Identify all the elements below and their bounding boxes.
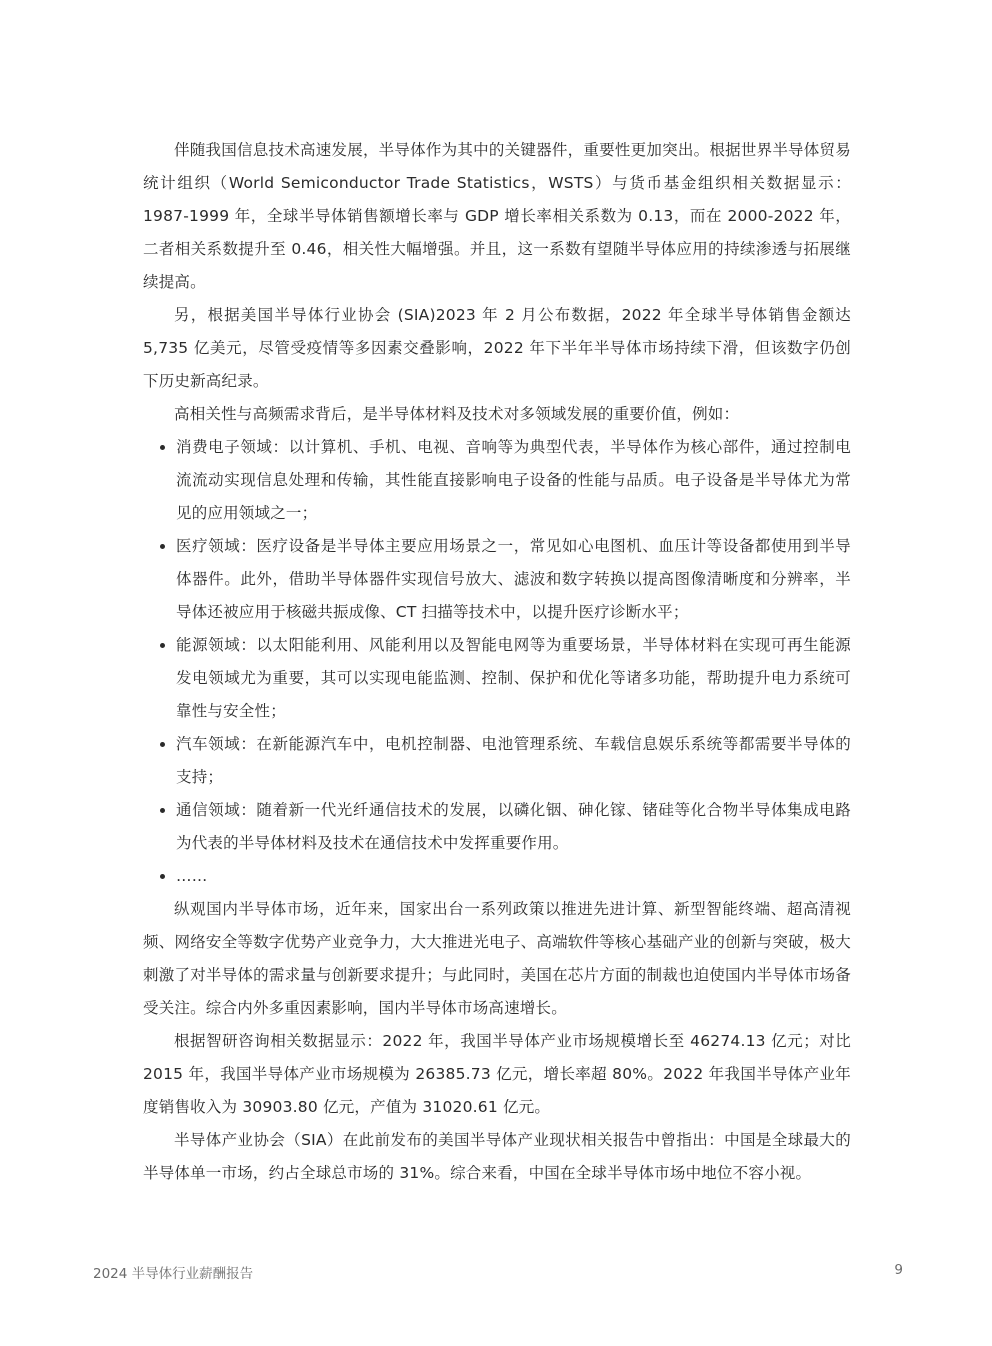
- application-fields-list: [143, 431, 851, 893]
- bullet-icon: [160, 742, 165, 747]
- list-item: [143, 629, 851, 728]
- bullet-icon: [160, 544, 165, 549]
- list-item: [143, 794, 851, 860]
- bullet-icon: [160, 643, 165, 648]
- list-item-text: 能源领域：以太阳能利用、风能利用以及智能电网等为重要场景，半导体材料在实现可再生能源发电领域尤为重要，其可以实现电能监测、控制、保护和优化等诸多功能，帮助提升电力系统可靠性与安全性；: [176, 636, 851, 720]
- list-item-text: 通信领域：随着新一代光纤通信技术的发展，以磷化铟、砷化镓、锗硅等化合物半导体集成电路为代表的半导体材料及技术在通信技术中发挥重要作用。: [176, 801, 851, 852]
- list-item-text: 汽车领域：在新能源汽车中，电机控制器、电池管理系统、车载信息娱乐系统等都需要半导体的支持；: [176, 735, 851, 786]
- list-item-text: 医疗领域：医疗设备是半导体主要应用场景之一，常见如心电图机、血压计等设备都使用到半导体器件。此外，借助半导体器件实现信号放大、滤波和数字转换以提高图像清晰度和分辨率，半导体还被应用于核磁共振成像、CT 扫描等技术中，以提升医疗诊断水平；: [176, 537, 851, 621]
- paragraph-value-intro: 高相关性与高频需求背后，是半导体材料及技术对多领域发展的重要价值，例如：: [174, 405, 740, 423]
- paragraph-sia-sales: 另，根据美国半导体行业协会 (SIA)2023 年 2 月公布数据，2022 年全球半导体销售金额达 5,735 亿美元，尽管受疫情等多因素交叠影响，2022 年下半年半导体市场持续下滑，但该数字仍创下历史新高纪录。: [143, 306, 851, 390]
- list-item: [143, 530, 851, 629]
- paragraph-domestic-market: 纵观国内半导体市场，近年来，国家出台一系列政策以推进先进计算、新型智能终端、超高清视频、网络安全等数字优势产业竞争力，大大推进光电子、高端软件等核心基础产业的创新与突破，极大刺激了对半导体的需求量与创新要求提升；与此同时，美国在芯片方面的制裁也迫使国内半导体市场备受关注。综合内外多重因素影响，国内半导体市场高速增长。: [143, 900, 851, 1017]
- document-body: [143, 134, 851, 1190]
- list-item: [143, 860, 851, 893]
- list-item: [143, 728, 851, 794]
- page-footer: [93, 1262, 903, 1282]
- paragraph-wsts-correlation: 伴随我国信息技术高速发展，半导体作为其中的关键器件，重要性更加突出。根据世界半导体贸易统计组织（World Semiconductor Trade Statistics，WSTS）与货币基金组织相关数据显示：1987-1999 年，全球半导体销售额增长率与 GDP 增长率相关系数为 0.13，而在 2000-2022 年，二者相关系数提升至 0.46，相关性大幅增强。并且，这一系数有望随半导体应用的持续渗透与拓展继续提高。: [143, 141, 851, 291]
- bullet-icon: [160, 808, 165, 813]
- report-title: 2024 半导体行业薪酬报告: [93, 1266, 254, 1282]
- page-number: 9: [894, 1262, 903, 1278]
- paragraph-zhiyan-data: 根据智研咨询相关数据显示：2022 年，我国半导体产业市场规模增长至 46274.13 亿元；对比 2015 年，我国半导体产业市场规模为 26385.73 亿元，增长率超 80%。2022 年我国半导体产业年度销售收入为 30903.80 亿元，产值为 31020.61 亿元。: [143, 1032, 851, 1116]
- list-item-text: 消费电子领域：以计算机、手机、电视、音响等为典型代表，半导体作为核心部件，通过控制电流流动实现信息处理和传输，其性能直接影响电子设备的性能与品质。电子设备是半导体尤为常见的应用领域之一；: [176, 438, 851, 522]
- bullet-icon: [160, 874, 165, 879]
- paragraph-sia-china-share: 半导体产业协会（SIA）在此前发布的美国半导体产业现状相关报告中曾指出：中国是全球最大的半导体单一市场，约占全球总市场的 31%。综合来看，中国在全球半导体市场中地位不容小视。: [143, 1131, 851, 1182]
- list-item: [143, 431, 851, 530]
- list-item-text: ……: [176, 867, 208, 885]
- bullet-icon: [160, 445, 165, 450]
